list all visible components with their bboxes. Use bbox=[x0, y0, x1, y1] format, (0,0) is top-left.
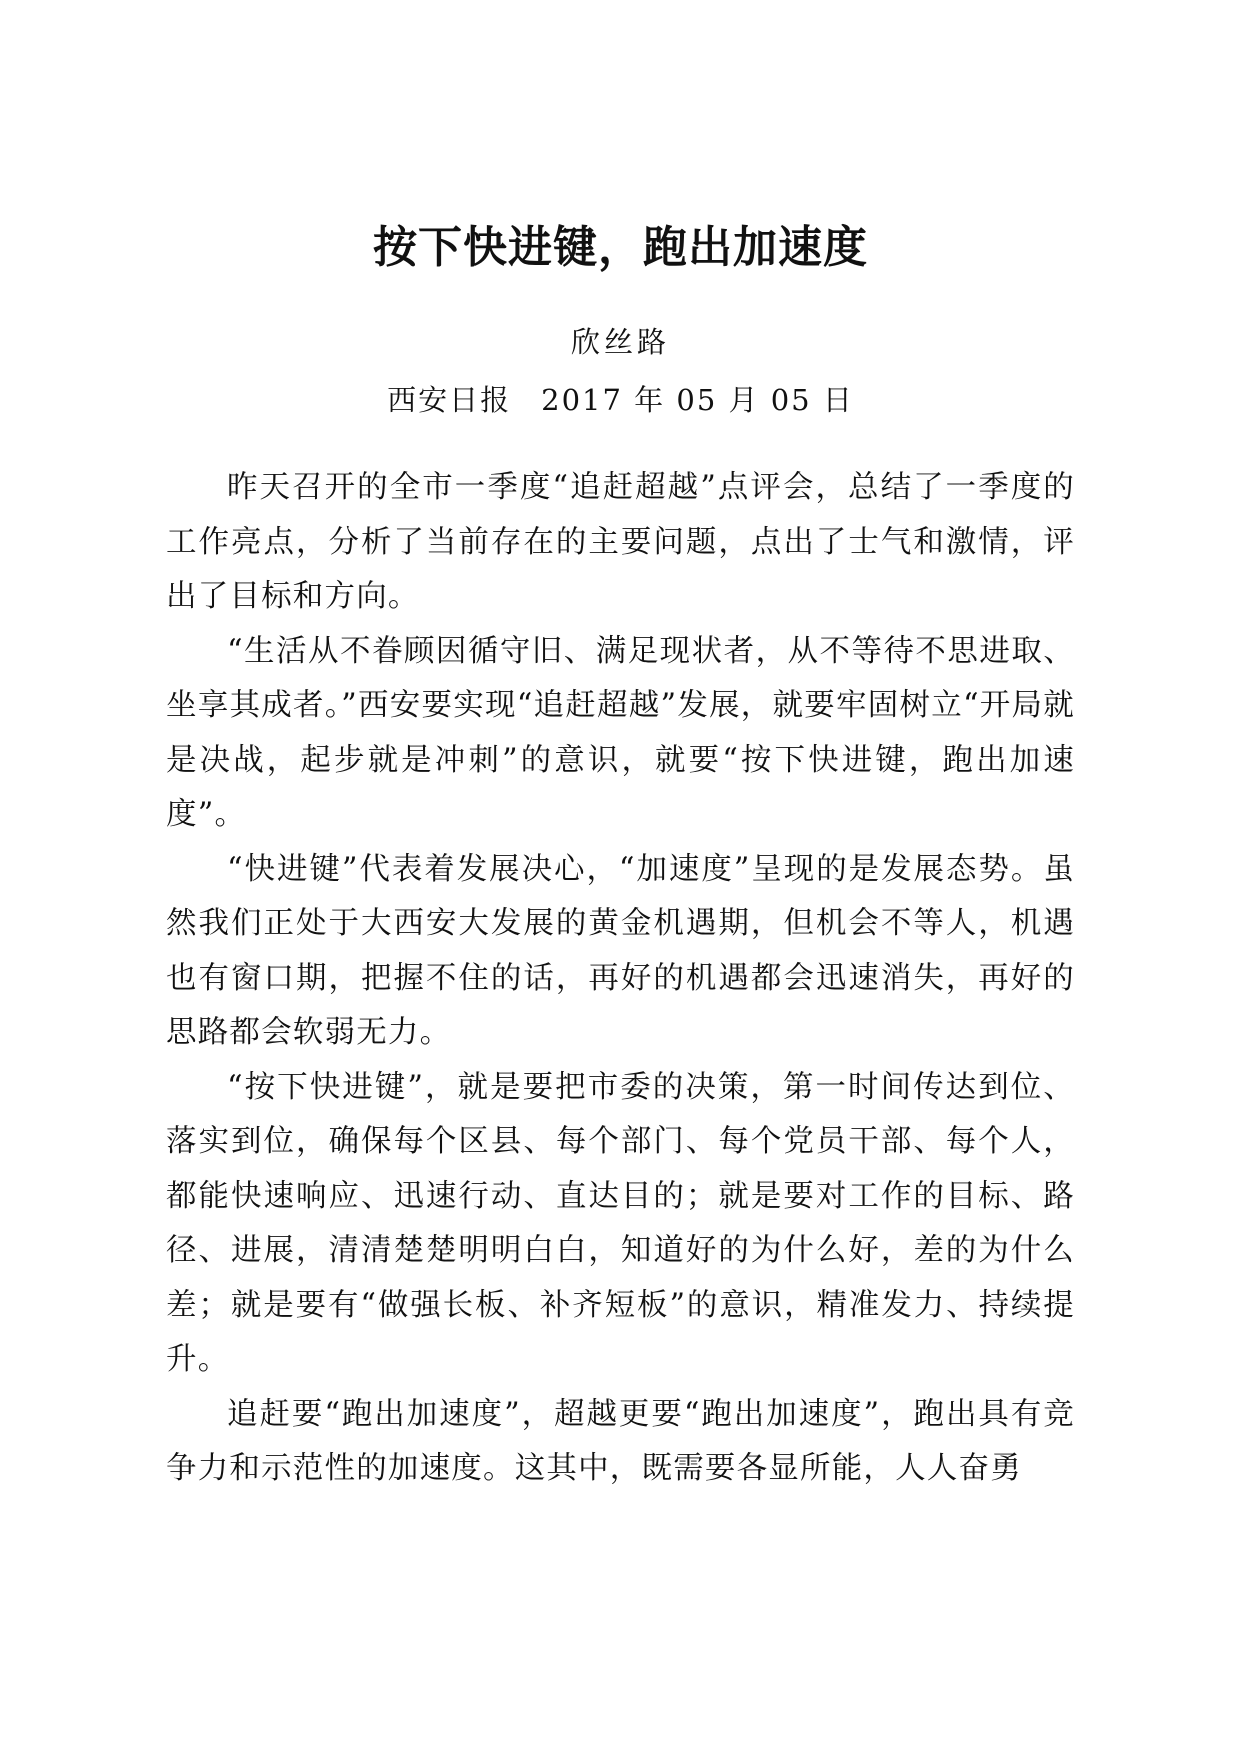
paragraph-3: “快进键”代表着发展决心，“加速度”呈现的是发展态势。虽然我们正处于大西安大发展的黄金机遇期，但机会不等人，机遇也有窗口期，把握不住的话，再好的机遇都会迅速消失，再好的思路都会软弱无力。 bbox=[166, 851, 1075, 1050]
paragraph-2: “生活从不眷顾因循守旧、满足现状者，从不等待不思进取、坐享其成者。”西安要实现“追赶超越”发展，就要牢固树立“开局就是决战，起步就是冲刺”的意识，就要“按下快进键，跑出加速度”。 bbox=[166, 633, 1075, 832]
article-source-line bbox=[0, 380, 1241, 420]
article-body bbox=[166, 461, 1075, 1497]
paragraph-5: 追赶要“跑出加速度”，超越更要“跑出加速度”，跑出具有竞争力和示范性的加速度。这其中，既需要各显所能，人人奋勇 bbox=[166, 1396, 1075, 1486]
publication-name: 西安日报 bbox=[387, 383, 512, 417]
article-author: 欣丝路 bbox=[570, 325, 670, 359]
article-title: 按下快进键，跑出加速度 bbox=[373, 222, 868, 273]
paragraph-1: 昨天召开的全市一季度“追赶超越”点评会，总结了一季度的工作亮点，分析了当前存在的主要问题，点出了士气和激情，评出了目标和方向。 bbox=[166, 470, 1075, 614]
publication-date: 2017 年 05 月 05 日 bbox=[541, 383, 854, 417]
paragraph-4: “按下快进键”，就是要把市委的决策，第一时间传达到位、落实到位，确保每个区县、每个部门、每个党员干部、每个人，都能快速响应、迅速行动、直达目的；就是要对工作的目标、路径、进展，清清楚楚明明白白，知道好的为什么好，差的为什么差；就是要有“做强长板、补齐短板”的意识，精准发力、持续提升。 bbox=[166, 1069, 1075, 1377]
